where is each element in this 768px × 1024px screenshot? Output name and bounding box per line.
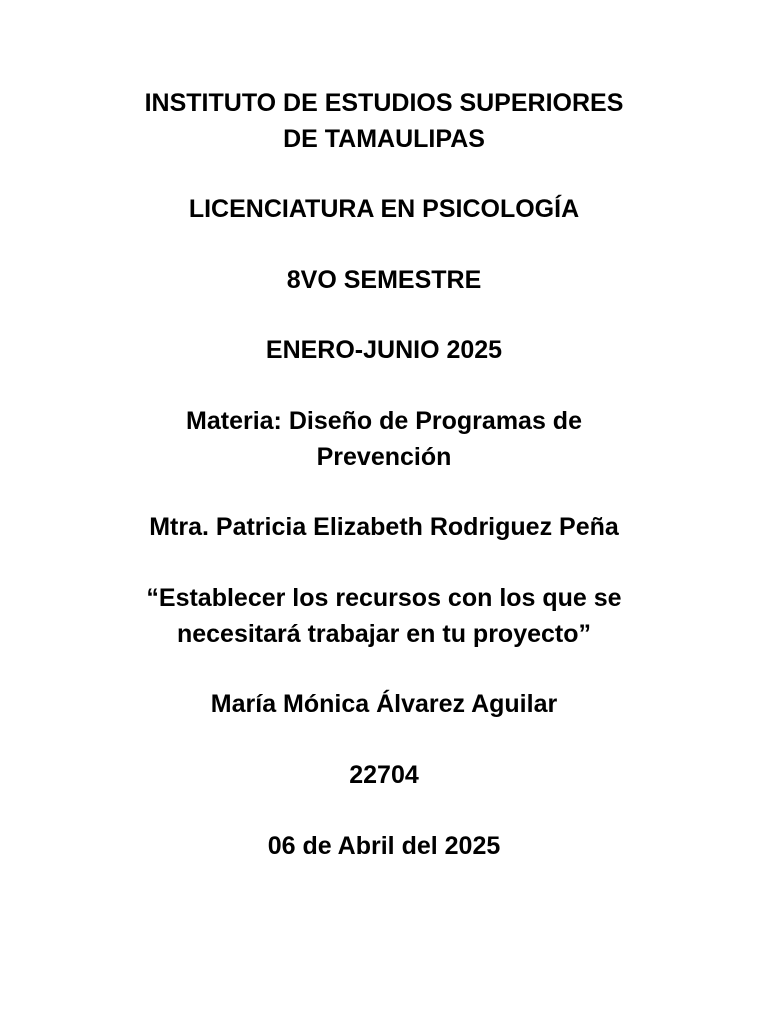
institution-line-1: INSTITUTO DE ESTUDIOS SUPERIORES: [144, 89, 624, 117]
document-date: 06 de Abril del 2025: [267, 832, 501, 860]
subject-line-2: Prevención: [316, 443, 452, 471]
assignment-title-line-1: “Establecer los recursos con los que se: [146, 584, 622, 612]
student-name: María Mónica Álvarez Aguilar: [210, 690, 558, 718]
semester: 8VO SEMESTRE: [286, 266, 482, 294]
institution-line-2: DE TAMAULIPAS: [283, 125, 485, 153]
period: ENERO-JUNIO 2025: [265, 336, 503, 364]
degree-title: LICENCIATURA EN PSICOLOGÍA: [188, 195, 580, 223]
student-id: 22704: [349, 761, 419, 789]
subject-line-1: Materia: Diseño de Programas de: [186, 407, 582, 435]
assignment-title-line-2: necesitará trabajar en tu proyecto”: [176, 620, 592, 648]
teacher-name: Mtra. Patricia Elizabeth Rodriguez Peña: [149, 513, 619, 541]
